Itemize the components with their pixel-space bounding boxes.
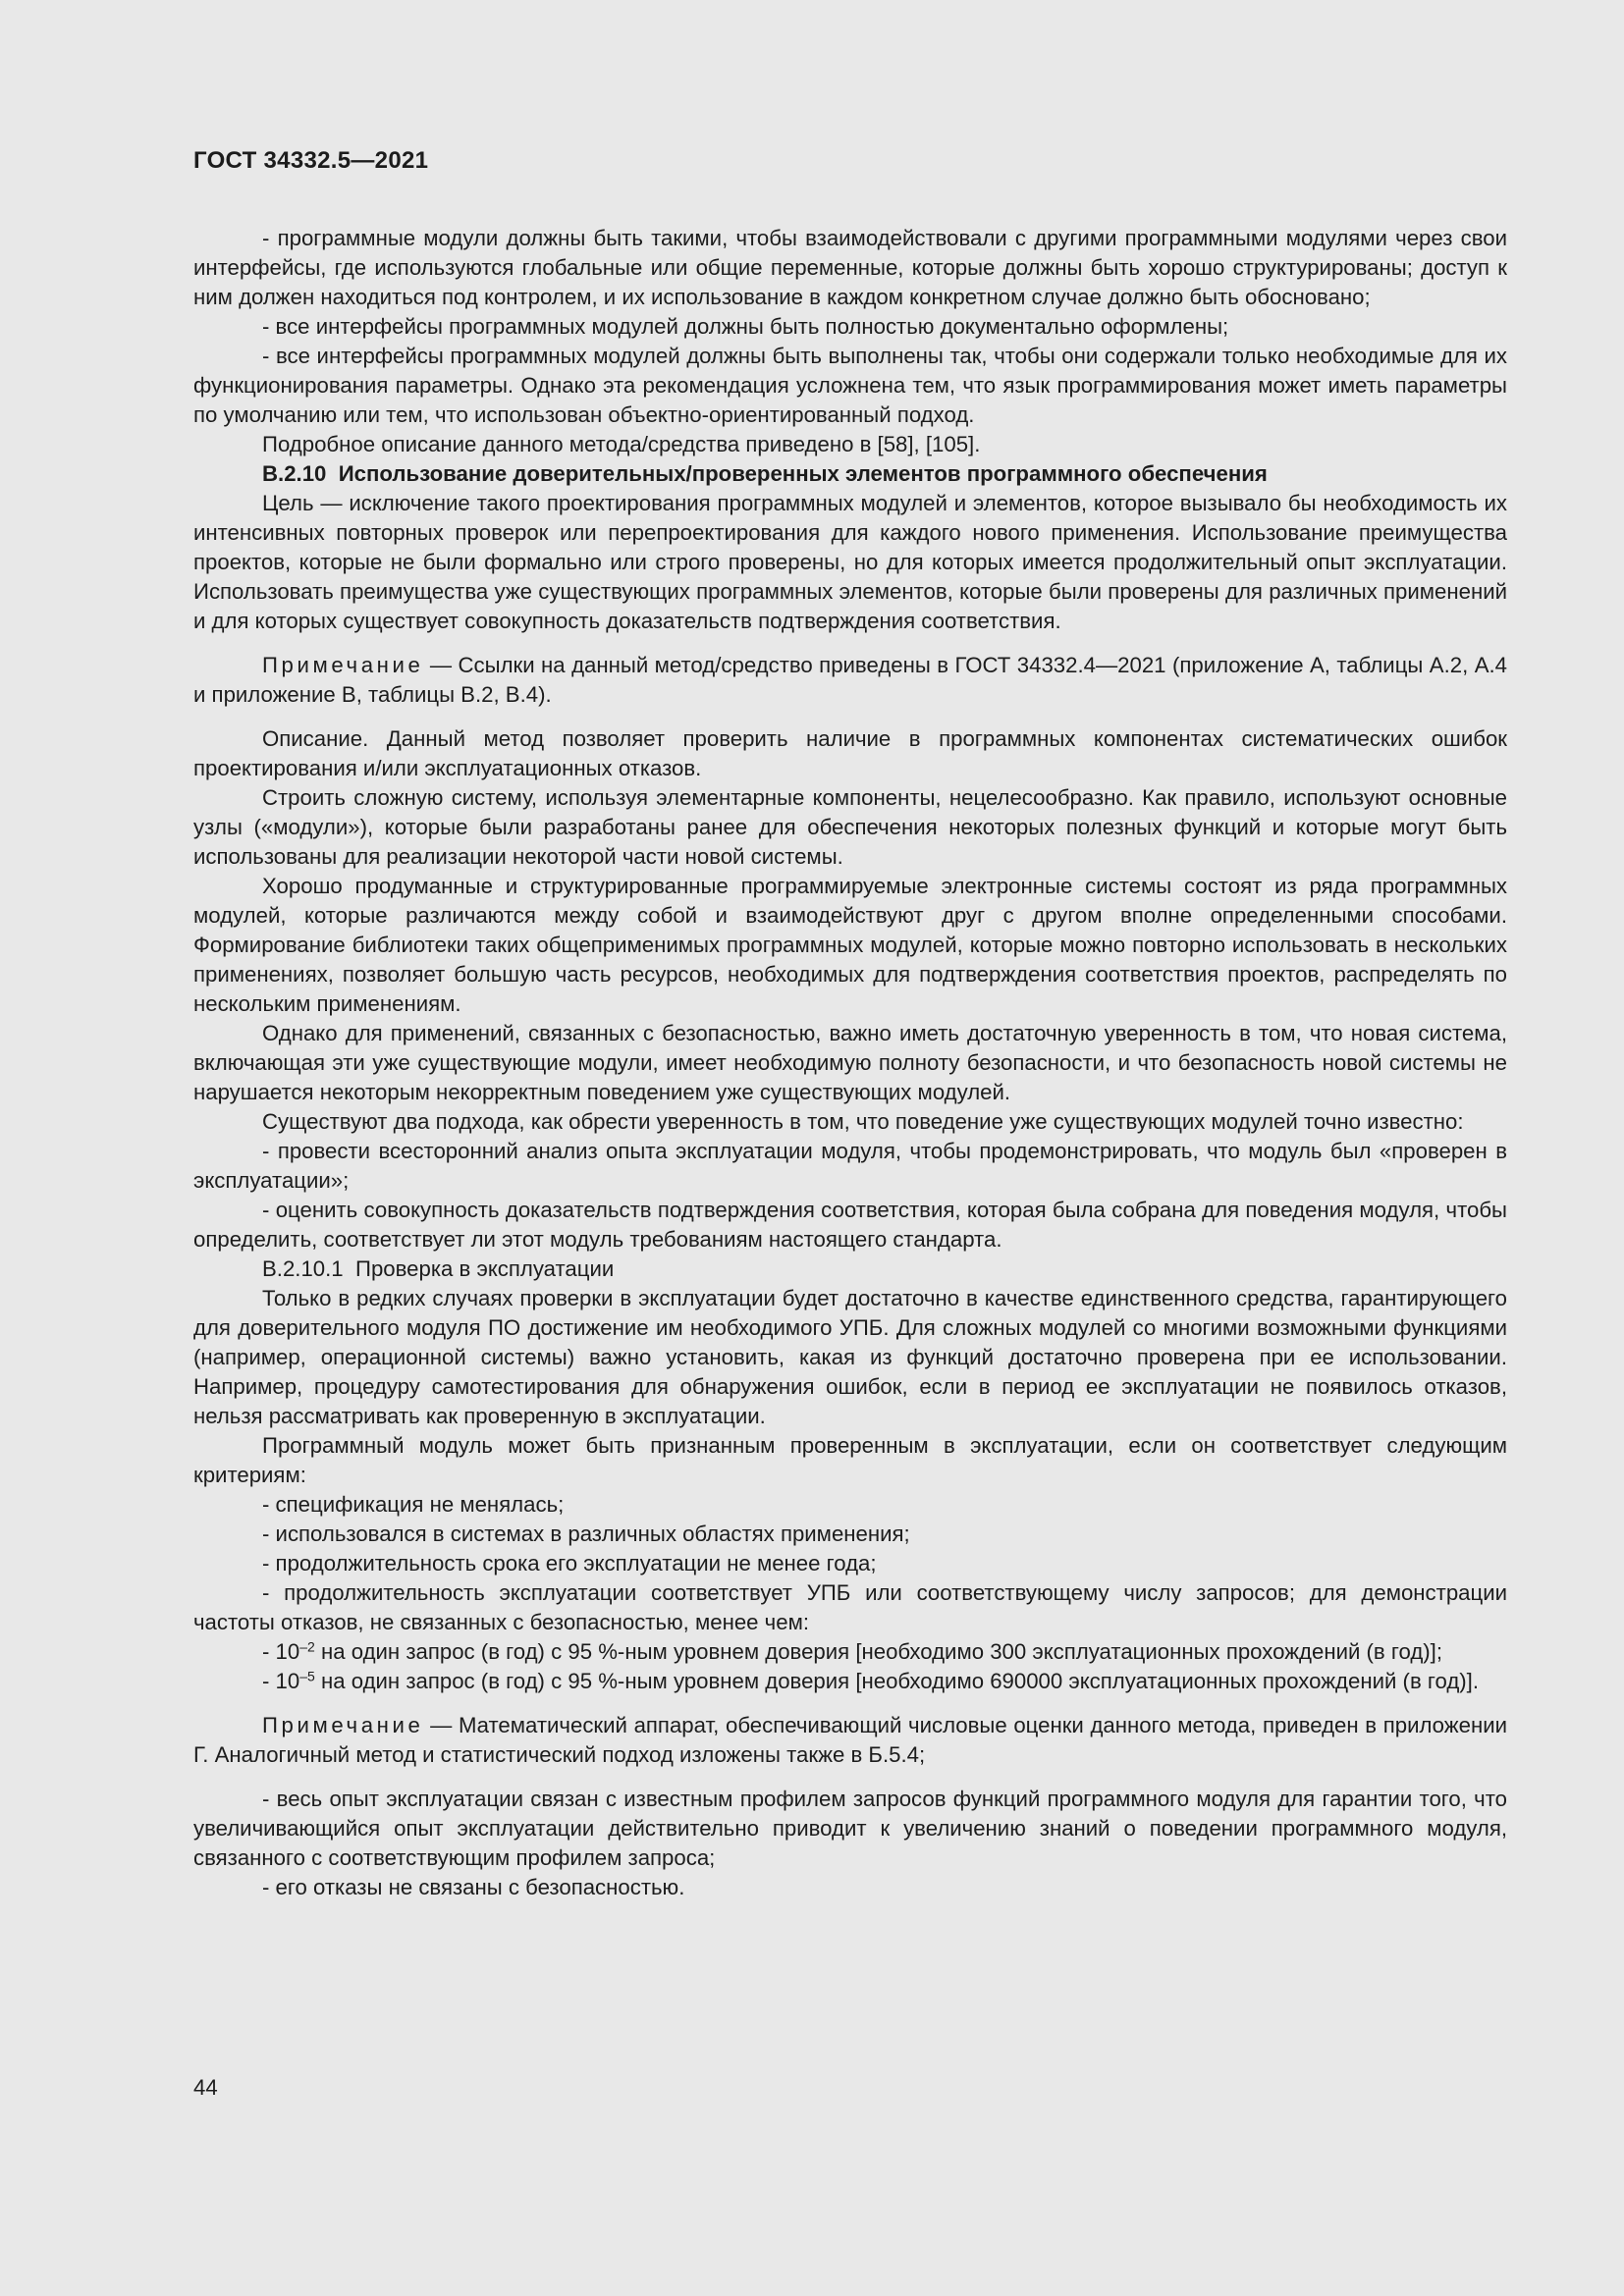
- list-item: - спецификация не менялась;: [262, 1492, 565, 1517]
- note-text: — Ссылки на данный метод/средство приведены в ГОСТ 34332.4—2021 (приложение А, таблицы А.2, А.4 и приложение В, таблицы В.2, В.4).: [193, 653, 1507, 707]
- exponent: –2: [299, 1638, 315, 1655]
- note-label: Примечание: [262, 653, 424, 677]
- paragraph: - провести всесторонний анализ опыта эксплуатации модуля, чтобы продемонстрировать, что модуль был «проверен в эксплуатации»;: [193, 1139, 1507, 1193]
- paragraph: Хорошо продуманные и структурированные программируемые электронные системы состоят из ряда программных модулей, которые различаются между собой и взаимодействуют друг с другом вполне определенными способами. Формирование библиотеки таких общеприменимых программных модулей, которые можно повторно использовать в нескольких применениях, позволяет большую часть ресурсов, необходимых для подтверждения соответствия проектов, распределять по нескольким применениям.: [193, 874, 1507, 1016]
- note: [193, 651, 1507, 710]
- subsection-heading: [193, 1255, 1507, 1284]
- exponent: –5: [299, 1668, 315, 1684]
- list-item: - весь опыт эксплуатации связан с известным профилем запросов функций программного модуля для гарантии того, что увеличивающийся опыт эксплуатации действительно приводит к увеличению знаний о поведении программного модуля, связанного с соответствующим профилем запроса;: [193, 1787, 1507, 1870]
- paragraph: - все интерфейсы программных модулей должны быть полностью документально оформлены;: [262, 314, 1229, 339]
- paragraph: Программный модуль может быть признанным проверенным в эксплуатации, если он соответствует следующим критериям:: [193, 1433, 1507, 1487]
- paragraph: - оценить совокупность доказательств подтверждения соответствия, которая была собрана для поведения модуля, чтобы определить, соответствует ли этот модуль требованиям настоящего стандарта.: [193, 1198, 1507, 1252]
- list-item: - $10^{-5}$ на один запрос (в год) с 95 %-ным уровнем доверия [необходимо 690000 эксплуатационных прохождений (в год)].: [262, 1668, 1480, 1693]
- document-header: ГОСТ 34332.5—2021: [193, 147, 429, 174]
- list-item: - использовался в системах в различных областях применения;: [262, 1522, 910, 1546]
- document-body: [193, 224, 1507, 1902]
- note-text: — Математический аппарат, обеспечивающий числовые оценки данного метода, приведен в приложении Г. Аналогичный метод и статистический подход изложены также в Б.5.4;: [193, 1713, 1507, 1767]
- list-item: - продолжительность срока его эксплуатации не менее года;: [262, 1551, 877, 1575]
- note: [193, 1711, 1507, 1770]
- list-item: - продолжительность эксплуатации соответствует УПБ или соответствующему числу запросов; для демонстрации частоты отказов, не связанных с безопасностью, менее чем:: [193, 1580, 1507, 1634]
- paragraph: Однако для применений, связанных с безопасностью, важно иметь достаточную уверенность в том, что новая система, включающая эти уже существующие модули, имеет необходимую полноту безопасности, и что безопасность новой системы не нарушается некоторым некорректным поведением уже существующих модулей.: [193, 1021, 1507, 1104]
- list-item: - $10^{-2}$ на один запрос (в год) с 95 %-ным уровнем доверия [необходимо 300 эксплуатационных прохождений (в год)];: [262, 1638, 1442, 1664]
- paragraph: Существуют два подхода, как обрести уверенность в том, что поведение уже существующих модулей точно известно:: [262, 1109, 1464, 1134]
- paragraph: Строить сложную систему, используя элементарные компоненты, нецелесообразно. Как правило, используют основные узлы («модули»), которые были разработаны ранее для обеспечения некоторых полезных функций и которые могут быть использованы для реализации некоторой части новой системы.: [193, 785, 1507, 869]
- paragraph: Подробное описание данного метода/средства приведено в [58], [105].: [262, 432, 981, 456]
- paragraph: - все интерфейсы программных модулей должны быть выполнены так, чтобы они содержали только необходимые для их функционирования параметры. Однако эта рекомендация усложнена тем, что язык программирования может иметь параметры по умолчанию или тем, что использован объектно-ориентированный подход.: [193, 344, 1507, 427]
- paragraph: Описание. Данный метод позволяет проверить наличие в программных компонентах систематических ошибок проектирования и/или эксплуатационных отказов.: [193, 726, 1507, 780]
- list-item: - его отказы не связаны с безопасностью.: [262, 1875, 685, 1899]
- paragraph: Цель — исключение такого проектирования программных модулей и элементов, которое вызывало бы необходимость их интенсивных повторных проверок или перепроектирования для каждого нового применения. Использование преимущества проектов, которые не были формально или строго проверены, но для которых имеется продолжительный опыт эксплуатации. Использовать преимущества уже существующих программных элементов, которые были проверены для различных применений и для которых существует совокупность доказательств подтверждения соответствия.: [193, 491, 1507, 633]
- page-number: 44: [193, 2075, 218, 2100]
- section-number: В.2.10: [262, 461, 327, 486]
- note-label: Примечание: [262, 1713, 424, 1737]
- paragraph: - программные модули должны быть такими, чтобы взаимодействовали с другими программными модулями через свои интерфейсы, где используются глобальные или общие переменные, которые должны быть хорошо структурированы; доступ к ним должен находиться под контролем, и их использование в каждом конкретном случае должно быть обосновано;: [193, 226, 1507, 309]
- paragraph: Только в редких случаях проверки в эксплуатации будет достаточно в качестве единственного средства, гарантирующего для доверительного модуля ПО достижение им необходимого УПБ. Для сложных модулей со многими возможными функциями (например, операционной системы) важно установить, какая из функций достаточно проверена при ее использовании. Например, процедуру самотестирования для обнаружения ошибок, если в период ее эксплуатации не появилось отказов, нельзя рассматривать как проверенную в эксплуатации.: [193, 1286, 1507, 1428]
- section-heading: [193, 459, 1507, 489]
- subsection-number: В.2.10.1: [262, 1256, 344, 1281]
- subsection-title: Проверка в эксплуатации: [355, 1256, 615, 1281]
- section-title: Использование доверительных/проверенных элементов программного обеспечения: [338, 461, 1268, 486]
